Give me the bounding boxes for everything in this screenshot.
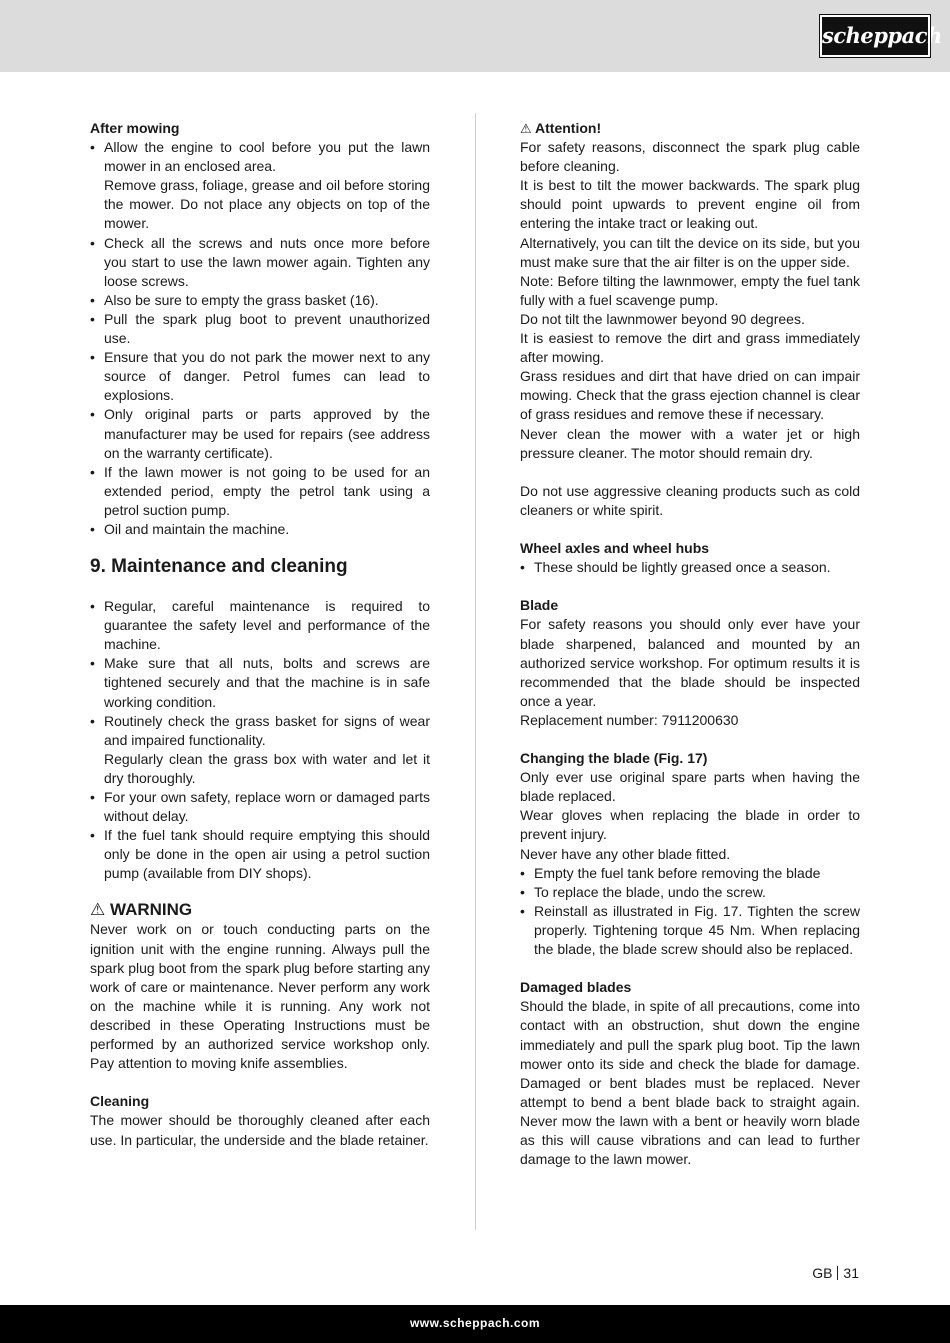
paragraph: Wear gloves when replacing the blade in order to prevent injury.: [520, 807, 860, 843]
list-item: • For your own safety, replace worn or damaged parts without delay.: [90, 788, 430, 826]
paragraph: It is easiest to remove the dirt and grass immediately after mowing.: [520, 330, 860, 366]
website-url: www.scheppach.com: [409, 1316, 541, 1330]
language-code: GB: [812, 1265, 833, 1281]
list-item-note: Regularly clean the grass box with water and let it dry thoroughly.: [104, 750, 430, 786]
warning-icon: ⚠: [90, 900, 106, 920]
left-column: [90, 119, 430, 1150]
header-band: [0, 0, 950, 72]
list-item: • Pull the spark plug boot to prevent unauthorized use.: [90, 310, 430, 348]
paragraph: For safety reasons, disconnect the spark plug cable before cleaning.: [520, 139, 860, 175]
list-item: • Only original parts or parts approved by the manufacturer may be used for repairs (see address on the warranty certificate).: [90, 405, 430, 462]
paragraph: Do not tilt the lawnmower beyond 90 degrees.: [520, 310, 805, 327]
paragraph: Never clean the mower with a water jet or high pressure cleaner. The motor should remain dry.: [520, 425, 860, 461]
list-item: • Routinely check the grass basket for signs of wear and impaired functionality. Regularly clean the grass box with water and let it dry thoroughly.: [90, 712, 430, 788]
list-item: • Ensure that you do not park the mower next to any source of danger. Petrol fumes can lead to explosions.: [90, 348, 430, 405]
paragraph: Note: Before tilting the lawnmower, empty the fuel tank fully with a fuel scavenge pump.: [520, 272, 860, 308]
blade-heading: Blade: [520, 597, 559, 614]
list-item: • Make sure that all nuts, bolts and screws are tightened securely and that the machine is in safe working condition.: [90, 654, 430, 711]
maintenance-list: [90, 597, 430, 883]
blade-text: For safety reasons you should only ever have your blade sharpened, balanced and mounted by an authorized service workshop. For optimum results it is recommended that the blade should be inspected once a year.: [520, 616, 860, 709]
after-mowing-heading: After mowing: [90, 120, 180, 136]
list-item: • If the fuel tank should require emptying this should only be done in the open air using a petrol suction pump (available from DIY shops).: [90, 826, 430, 883]
list-item: • To replace the blade, undo the screw.: [520, 883, 860, 902]
separator: [837, 1266, 838, 1280]
scheppach-logo: scheppach: [820, 15, 930, 57]
cleaning-heading: Cleaning: [90, 1093, 150, 1110]
section-title: 9. Maintenance and cleaning: [90, 556, 348, 578]
damaged-blades-text: Should the blade, in spite of all precautions, come into contact with an obstruction, shut down the engine immediately and pull the spark plug boot. Tip the lawn mower onto its side and check the blade for damage. Damaged or bent blades must be replaced. Never attempt to bend a bent blade back to straight again. Never mow the lawn with a bent or heavily worn blade as this will cause vibrations and can lead to further damage to the lawn mower.: [520, 998, 860, 1168]
paragraph: Grass residues and dirt that have dried on can impair mowing. Check that the grass ejection channel is clear of grass residues and remove these if necessary.: [520, 368, 860, 423]
right-column: [520, 119, 860, 1169]
paragraph: Do not use aggressive cleaning products such as cold cleaners or white spirit.: [520, 482, 860, 518]
paragraph: Only ever use original spare parts when having the blade replaced.: [520, 769, 860, 805]
replacement-number: Replacement number: 7911200630: [520, 711, 739, 728]
page-index: 31: [843, 1265, 859, 1281]
attention-heading: ⚠ Attention!: [520, 120, 602, 136]
column-divider: [475, 113, 476, 1230]
list-item: • Also be sure to empty the grass basket (16).: [90, 291, 430, 310]
list-item: • Empty the fuel tank before removing the blade: [520, 864, 860, 883]
list-item-note: Remove grass, foliage, grease and oil before storing the mower. Do not place any objects on top of the mower.: [104, 177, 430, 232]
paragraph: Alternatively, you can tilt the device on its side, but you must make sure that the air filter is on the upper side.: [520, 234, 860, 270]
changing-blade-list: [520, 864, 860, 959]
warning-title: ⚠ WARNING: [90, 900, 193, 920]
list-item: • If the lawn mower is not going to be used for an extended period, empty the petrol tank using a petrol suction pump.: [90, 463, 430, 520]
cleaning-text: The mower should be thoroughly cleaned after each use. In particular, the underside and the blade retainer.: [90, 1112, 430, 1148]
after-mowing-list: [90, 138, 430, 539]
list-item: • Reinstall as illustrated in Fig. 17. Tighten the screw properly. Tightening torque 45 Nm. When replacing the blade, the blade screw should also be replaced.: [520, 902, 860, 959]
warning-text: Never work on or touch conducting parts on the ignition unit with the engine running. Always pull the spark plug boot from the spark plug before starting any work of care or maintenance. Never perform any work on the machine while it is running. Any work not described in these Operating Instructions must be performed by an authorized service workshop only. Pay attention to moving knife assemblies.: [90, 921, 430, 1072]
warning-icon: ⚠: [520, 121, 532, 136]
damaged-blades-heading: Damaged blades: [520, 979, 632, 996]
page-number: [812, 1265, 859, 1281]
footer-band: [0, 1305, 950, 1343]
list-item: • Oil and maintain the machine.: [90, 520, 430, 539]
changing-blade-heading: Changing the blade (Fig. 17): [520, 750, 708, 767]
paragraph: Never have any other blade fitted.: [520, 845, 731, 862]
wheel-axles-list: [520, 558, 860, 577]
wheel-axles-heading: Wheel axles and wheel hubs: [520, 540, 710, 557]
list-item: • Check all the screws and nuts once more before you start to use the lawn mower again. Tighten any loose screws.: [90, 234, 430, 291]
list-item: • Allow the engine to cool before you put the lawn mower in an enclosed area. Remove grass, foliage, grease and oil before storing the mower. Do not place any objects on top of the mower.: [90, 138, 430, 233]
paragraph: It is best to tilt the mower backwards. The spark plug should point upwards to prevent engine oil from entering the intake tract or leaking out.: [520, 177, 860, 232]
list-item: • These should be lightly greased once a season.: [520, 558, 860, 577]
list-item: • Regular, careful maintenance is required to guarantee the safety level and performance of the machine.: [90, 597, 430, 654]
